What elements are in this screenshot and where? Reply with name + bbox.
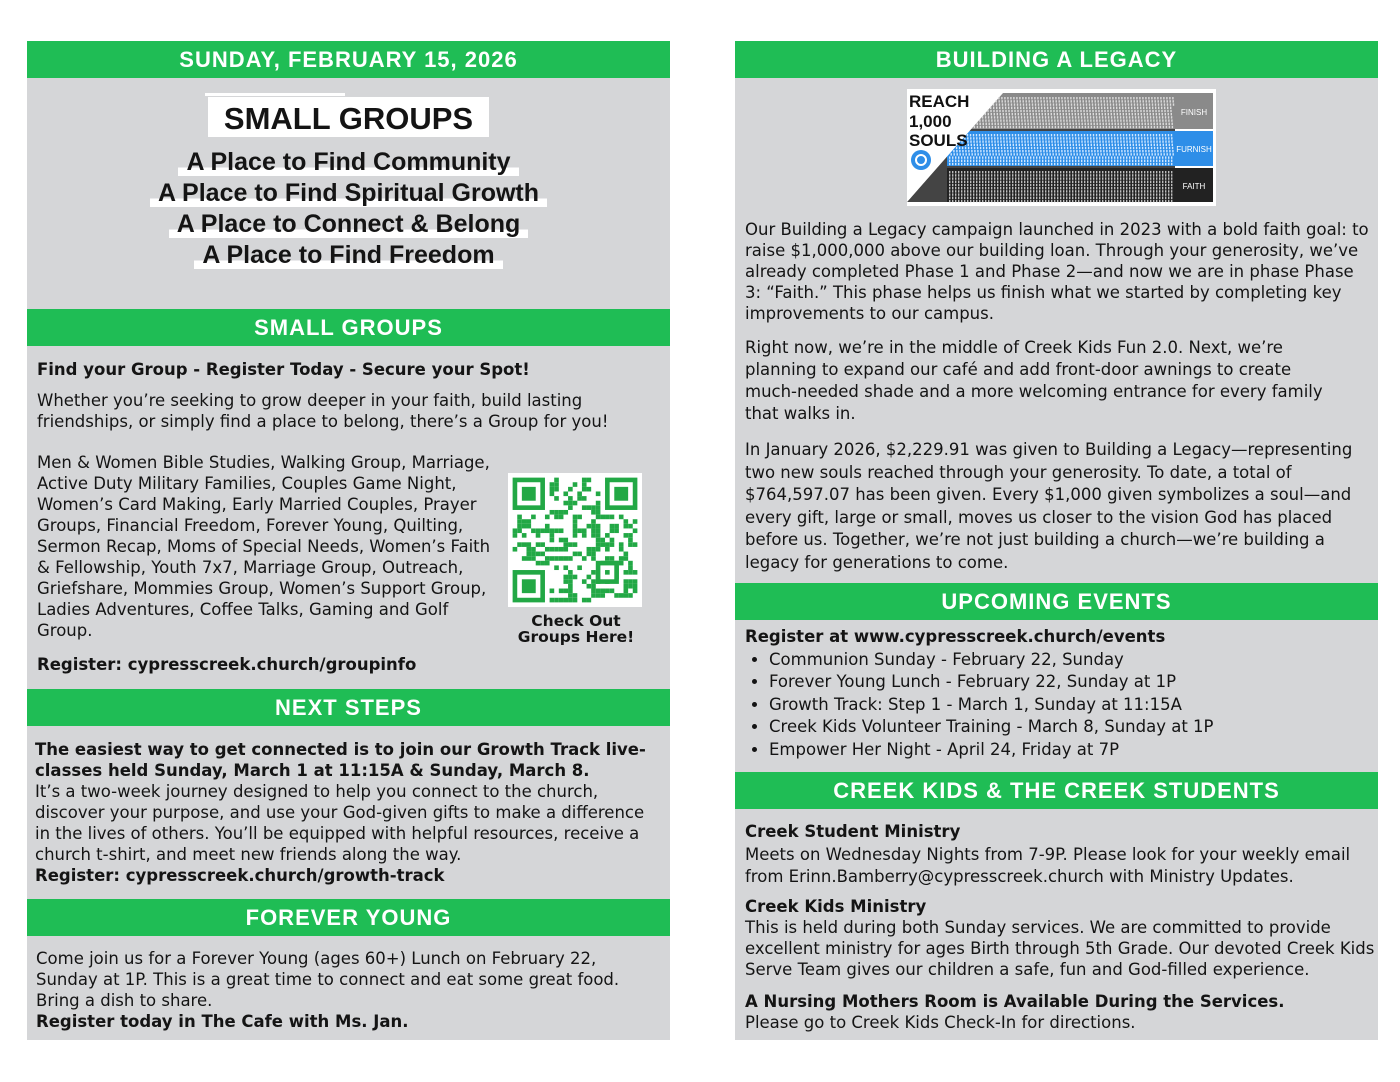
forever-young-heading: FOREVER YOUNG bbox=[27, 899, 670, 936]
student-ministry-body: Meets on Wednesday Nights from 7-9P. Please look for your weekly email from Erinn.Bamberry@cypresscreek.church with Ministry Updates. bbox=[745, 844, 1351, 886]
event-item: • Communion Sunday - February 22, Sunday bbox=[769, 649, 1370, 672]
small-groups-heading: SMALL GROUPS bbox=[27, 309, 670, 346]
small-groups-list: Men & Women Bible Studies, Walking Group, Marriage, Active Duty Military Families, Couples Game Night, Women’s Card Making, Early Married Couples, Prayer Groups, Financial Freedom, Forever Young, Quilting, Sermon Recap, Moms of Special Needs, Women’s Faith & Fellowship, Youth 7x7, Marriage Group, Outreach, Griefshare, Mommies Group, Women’s Support Group, Ladies Adventures, Coffee Talks, Gaming and Golf Group. bbox=[37, 453, 491, 640]
kids-ministry-title: Creek Kids Ministry bbox=[745, 897, 927, 916]
hero-tagline-2: A Place to Find Spiritual Growth bbox=[27, 178, 670, 209]
hero-tagline-4: A Place to Find Freedom bbox=[27, 240, 670, 271]
legacy-heading: BUILDING A LEGACY bbox=[735, 41, 1378, 78]
reach-souls-graphic bbox=[907, 89, 1216, 206]
qr-caption-line-1: Check Out bbox=[531, 612, 621, 630]
forever-young-register: Register today in The Cafe with Ms. Jan. bbox=[36, 1012, 409, 1031]
next-steps-lead: The easiest way to get connected is to join our Growth Track live-classes held Sunday, March 1 at 11:15A & Sunday, March 8. bbox=[35, 740, 646, 780]
nursing-room bbox=[745, 991, 1375, 1033]
small-groups-register: Register: cypresscreek.church/groupinfo bbox=[37, 655, 417, 674]
date-band: SUNDAY, FEBRUARY 15, 2026 bbox=[27, 41, 670, 78]
left-column bbox=[27, 41, 670, 1040]
hero-tagline-1: A Place to Find Community bbox=[27, 147, 670, 178]
event-item: • Creek Kids Volunteer Training - March 8, Sunday at 1P bbox=[769, 716, 1370, 739]
qr-caption bbox=[501, 613, 651, 645]
next-steps-text bbox=[35, 739, 660, 886]
graphic-line-2: 1,000 bbox=[909, 112, 952, 131]
small-groups-lead: Find your Group - Register Today - Secure your Spot! bbox=[37, 360, 530, 379]
small-groups-hero bbox=[27, 97, 670, 271]
bar-label-finish: FINISH bbox=[1180, 108, 1208, 117]
next-steps-heading: NEXT STEPS bbox=[27, 689, 670, 726]
legacy-p3: In January 2026, $2,229.91 was given to Building a Legacy—representing two new souls reached through your generosity. To date, a total of $764,597.07 has been given. Every $1,000 given symbolizes a soul—and every gift, large or small, moves us closer to the vision God has placed before us. Together, we’re not just building a church—we’re building a legacy for generations to come. bbox=[745, 440, 1353, 572]
small-groups-intro: Whether you’re seeking to grow deeper in your faith, build lasting friendships, or simply find a place to belong, there’s a Group for you! bbox=[37, 391, 609, 431]
event-item: • Forever Young Lunch - February 22, Sunday at 1P bbox=[769, 671, 1370, 694]
events-heading: UPCOMING EVENTS bbox=[735, 583, 1378, 620]
kids-heading: CREEK KIDS & THE CREEK STUDENTS bbox=[735, 772, 1378, 809]
right-column bbox=[735, 41, 1378, 1040]
events-text bbox=[745, 626, 1370, 761]
graphic-line-3: SOULS bbox=[909, 131, 968, 150]
student-ministry-title: Creek Student Ministry bbox=[745, 822, 961, 841]
kids-ministry bbox=[745, 896, 1375, 980]
nursing-room-title: A Nursing Mothers Room is Available During the Services. bbox=[745, 992, 1285, 1011]
bar-label-furnish: FURNISH bbox=[1176, 145, 1212, 154]
events-register: Register at www.cypresscreek.church/events bbox=[745, 627, 1166, 646]
events-list bbox=[745, 649, 1370, 762]
graphic-line-1: REACH bbox=[909, 92, 970, 111]
event-item: • Growth Track: Step 1 - March 1, Sunday at 11:15A bbox=[769, 694, 1370, 717]
groups-qr-code[interactable] bbox=[508, 473, 642, 607]
bar-label-faith: FAITH bbox=[1182, 182, 1206, 191]
student-ministry bbox=[745, 821, 1375, 889]
qr-caption-line-2: Groups Here! bbox=[517, 628, 635, 646]
church-logo-icon bbox=[911, 150, 931, 170]
legacy-p2: Right now, we’re in the middle of Creek Kids Fun 2.0. Next, we’re planning to expand our café and add front-door awnings to create much-needed shade and a more welcoming entrance for every family that walks in. bbox=[745, 338, 1323, 423]
legacy-p1: Our Building a Legacy campaign launched in 2023 with a bold faith goal: to raise $1,000,000 above our building loan. Through your generosity, we’ve already completed Phase 1 and Phase 2—and now we are in phase Phase 3: “Faith.” This phase helps us finish what we started by completing key improvements to our campus. bbox=[745, 220, 1369, 323]
forever-young-body: Come join us for a Forever Young (ages 60+) Lunch on February 22, Sunday at 1P. This is a great time to connect and eat some great food. Bring a dish to share. bbox=[36, 949, 620, 1010]
hero-title: SMALL GROUPS bbox=[208, 97, 489, 137]
hero-tagline-3: A Place to Connect & Belong bbox=[27, 209, 670, 240]
nursing-room-body: Please go to Creek Kids Check-In for directions. bbox=[745, 1013, 1136, 1032]
kids-ministry-body: This is held during both Sunday services. We are committed to provide excellent ministry for ages Birth through 5th Grade. Our devoted Creek Kids Serve Team gives our children a safe, fun and God-filled experience. bbox=[745, 918, 1375, 979]
next-steps-body: It’s a two-week journey designed to help you connect to the church, discover your purpose, and use your God-given gifts to make a difference in the lives of others. You’ll be equipped with helpful resources, receive a church t-shirt, and meet new friends along the way. bbox=[35, 782, 645, 864]
forever-young-text bbox=[36, 948, 661, 1032]
next-steps-register: Register: cypresscreek.church/growth-track bbox=[35, 866, 445, 885]
event-item: • Empower Her Night - April 24, Friday at 7P bbox=[769, 739, 1370, 762]
